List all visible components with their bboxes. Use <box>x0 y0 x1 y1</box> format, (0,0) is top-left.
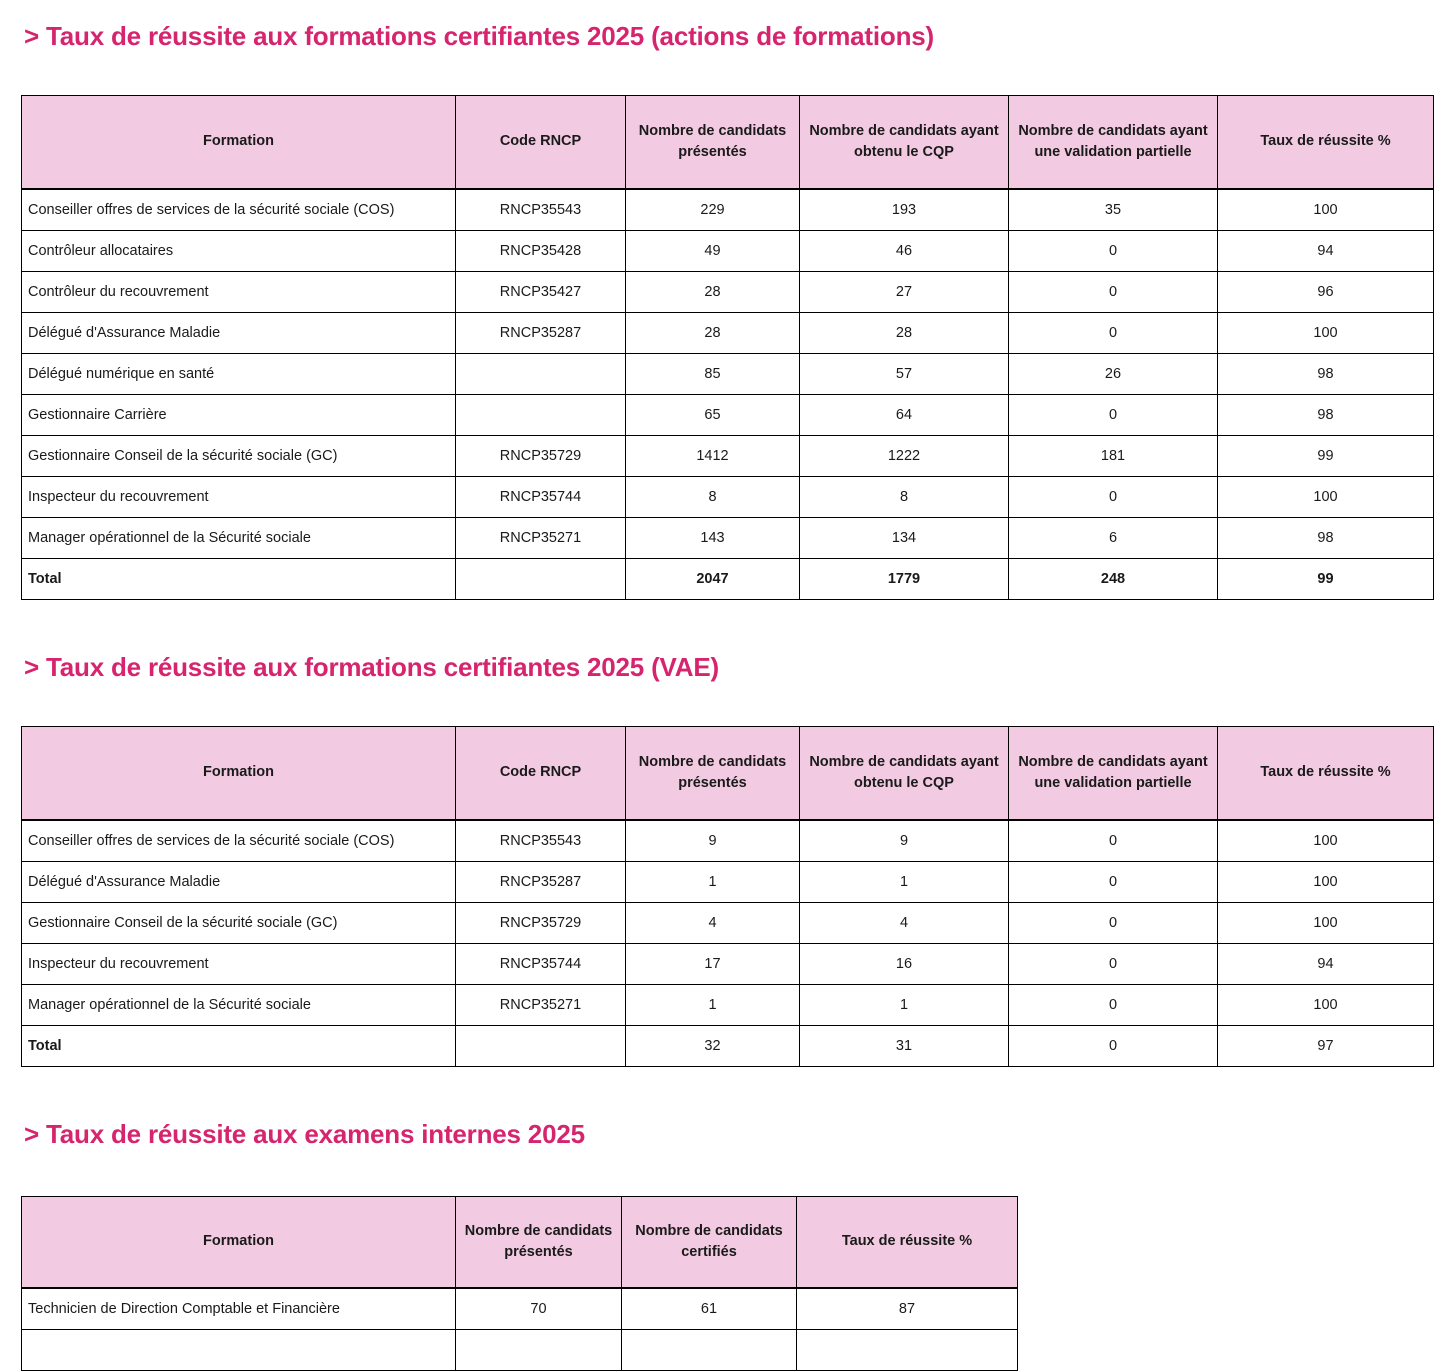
col-header-code-rncp: Code RNCP <box>456 96 626 190</box>
cell-presentes: 229 <box>626 189 800 231</box>
cell-taux: 99 <box>1218 436 1434 477</box>
cell-formation: Délégué numérique en santé <box>22 354 456 395</box>
table-actions-de-formations <box>21 95 1434 600</box>
cell-certifies: 61 <box>622 1288 797 1330</box>
cell-total-partielle: 248 <box>1009 559 1218 600</box>
cell-taux: 96 <box>1218 272 1434 313</box>
cell-presentes: 143 <box>626 518 800 559</box>
cell-total-code-rncp <box>456 559 626 600</box>
table-total-row <box>22 1026 1434 1067</box>
cell-taux: 100 <box>1218 820 1434 862</box>
cell-code-rncp: RNCP35287 <box>456 862 626 903</box>
cell-taux: 100 <box>1218 985 1434 1026</box>
table-total-row <box>22 559 1434 600</box>
cell-partielle: 0 <box>1009 903 1218 944</box>
cell-formation: Technicien de Direction Comptable et Financière <box>22 1288 456 1330</box>
col-header-taux-reussite: Taux de réussite % <box>797 1197 1018 1289</box>
cell-formation: Conseiller offres de services de la sécurité sociale (COS) <box>22 820 456 862</box>
cell-cqp: 1 <box>800 985 1009 1026</box>
cell-code-rncp: RNCP35271 <box>456 985 626 1026</box>
cell-presentes <box>456 1330 622 1371</box>
cell-taux: 98 <box>1218 395 1434 436</box>
cell-taux: 94 <box>1218 231 1434 272</box>
cell-presentes: 17 <box>626 944 800 985</box>
cell-code-rncp: RNCP35271 <box>456 518 626 559</box>
table-row <box>22 313 1434 354</box>
table-body <box>22 1288 1018 1371</box>
cell-partielle: 0 <box>1009 477 1218 518</box>
cell-formation: Gestionnaire Conseil de la sécurité sociale (GC) <box>22 436 456 477</box>
section-title-vae: > Taux de réussite aux formations certifiantes 2025 (VAE) <box>24 652 719 682</box>
col-header-candidats-certifies: Nombre de candidats certifiés <box>622 1197 797 1289</box>
cell-taux: 98 <box>1218 518 1434 559</box>
cell-total-presentes: 2047 <box>626 559 800 600</box>
cell-cqp: 4 <box>800 903 1009 944</box>
cell-presentes: 4 <box>626 903 800 944</box>
cell-total-partielle: 0 <box>1009 1026 1218 1067</box>
cell-taux: 100 <box>1218 862 1434 903</box>
cell-partielle: 181 <box>1009 436 1218 477</box>
cell-cqp: 9 <box>800 820 1009 862</box>
section-title-examens-internes: > Taux de réussite aux examens internes 2025 <box>24 1119 585 1149</box>
cell-formation: Manager opérationnel de la Sécurité sociale <box>22 518 456 559</box>
cell-cqp: 64 <box>800 395 1009 436</box>
cell-partielle: 0 <box>1009 985 1218 1026</box>
cell-total-taux: 99 <box>1218 559 1434 600</box>
cell-formation: Gestionnaire Conseil de la sécurité sociale (GC) <box>22 903 456 944</box>
table-examens-internes <box>21 1196 1018 1371</box>
cell-partielle: 6 <box>1009 518 1218 559</box>
table-body <box>22 820 1434 1067</box>
cell-presentes: 28 <box>626 272 800 313</box>
col-header-taux-reussite: Taux de réussite % <box>1218 96 1434 190</box>
cell-presentes: 1412 <box>626 436 800 477</box>
cell-formation: Délégué d'Assurance Maladie <box>22 313 456 354</box>
cell-cqp: 28 <box>800 313 1009 354</box>
cell-cqp: 8 <box>800 477 1009 518</box>
cell-total-taux: 97 <box>1218 1026 1434 1067</box>
table-row <box>22 944 1434 985</box>
table-row <box>22 1288 1018 1330</box>
col-header-formation: Formation <box>22 727 456 821</box>
table-row <box>22 903 1434 944</box>
cell-formation: Contrôleur du recouvrement <box>22 272 456 313</box>
table-row <box>22 436 1434 477</box>
cell-presentes: 8 <box>626 477 800 518</box>
cell-formation <box>22 1330 456 1371</box>
cell-code-rncp: RNCP35744 <box>456 944 626 985</box>
table-wrapper-vae <box>21 726 1434 1067</box>
cell-taux: 100 <box>1218 313 1434 354</box>
cell-taux: 100 <box>1218 477 1434 518</box>
cell-certifies <box>622 1330 797 1371</box>
table-row <box>22 477 1434 518</box>
cell-presentes: 70 <box>456 1288 622 1330</box>
table-row <box>22 820 1434 862</box>
cell-total-label: Total <box>22 1026 456 1067</box>
table-row <box>22 518 1434 559</box>
cell-code-rncp: RNCP35729 <box>456 903 626 944</box>
table-row <box>22 354 1434 395</box>
cell-partielle: 35 <box>1009 189 1218 231</box>
cell-total-cqp: 31 <box>800 1026 1009 1067</box>
table-row <box>22 272 1434 313</box>
table-body <box>22 189 1434 600</box>
table-row <box>22 395 1434 436</box>
table-row <box>22 231 1434 272</box>
col-header-formation: Formation <box>22 1197 456 1289</box>
table-wrapper-actions-de-formations <box>21 95 1434 600</box>
cell-code-rncp: RNCP35427 <box>456 272 626 313</box>
cell-code-rncp: RNCP35543 <box>456 820 626 862</box>
cell-code-rncp: RNCP35543 <box>456 189 626 231</box>
cell-formation: Inspecteur du recouvrement <box>22 477 456 518</box>
col-header-code-rncp: Code RNCP <box>456 727 626 821</box>
cell-total-code-rncp <box>456 1026 626 1067</box>
cell-partielle: 0 <box>1009 395 1218 436</box>
cell-total-label: Total <box>22 559 456 600</box>
table-wrapper-examens-internes <box>21 1196 1018 1371</box>
cell-code-rncp: RNCP35744 <box>456 477 626 518</box>
col-header-validation-partielle: Nombre de candidats ayant une validation partielle <box>1009 96 1218 190</box>
cell-cqp: 134 <box>800 518 1009 559</box>
cell-cqp: 27 <box>800 272 1009 313</box>
cell-code-rncp: RNCP35729 <box>456 436 626 477</box>
col-header-taux-reussite: Taux de réussite % <box>1218 727 1434 821</box>
cell-taux <box>797 1330 1018 1371</box>
table-row-partial <box>22 1330 1018 1371</box>
col-header-candidats-presentes: Nombre de candidats présentés <box>626 727 800 821</box>
table-row <box>22 985 1434 1026</box>
cell-code-rncp: RNCP35428 <box>456 231 626 272</box>
cell-taux: 87 <box>797 1288 1018 1330</box>
col-header-formation: Formation <box>22 96 456 190</box>
cell-presentes: 49 <box>626 231 800 272</box>
cell-partielle: 0 <box>1009 231 1218 272</box>
cell-cqp: 1 <box>800 862 1009 903</box>
table-header-row <box>22 1197 1018 1289</box>
section-title-actions-de-formations: > Taux de réussite aux formations certifiantes 2025 (actions de formations) <box>24 21 934 51</box>
cell-cqp: 1222 <box>800 436 1009 477</box>
table-vae <box>21 726 1434 1067</box>
cell-presentes: 9 <box>626 820 800 862</box>
cell-partielle: 0 <box>1009 944 1218 985</box>
col-header-candidats-cqp: Nombre de candidats ayant obtenu le CQP <box>800 96 1009 190</box>
cell-cqp: 57 <box>800 354 1009 395</box>
col-header-candidats-presentes: Nombre de candidats présentés <box>626 96 800 190</box>
cell-taux: 100 <box>1218 189 1434 231</box>
table-header-row <box>22 727 1434 821</box>
col-header-candidats-cqp: Nombre de candidats ayant obtenu le CQP <box>800 727 1009 821</box>
cell-presentes: 85 <box>626 354 800 395</box>
cell-formation: Inspecteur du recouvrement <box>22 944 456 985</box>
cell-cqp: 16 <box>800 944 1009 985</box>
cell-presentes: 1 <box>626 862 800 903</box>
cell-code-rncp <box>456 354 626 395</box>
table-header-row <box>22 96 1434 190</box>
cell-taux: 98 <box>1218 354 1434 395</box>
cell-partielle: 0 <box>1009 862 1218 903</box>
cell-partielle: 26 <box>1009 354 1218 395</box>
cell-presentes: 65 <box>626 395 800 436</box>
cell-partielle: 0 <box>1009 272 1218 313</box>
cell-partielle: 0 <box>1009 313 1218 354</box>
cell-partielle: 0 <box>1009 820 1218 862</box>
table-header <box>22 96 1434 190</box>
cell-formation: Conseiller offres de services de la sécurité sociale (COS) <box>22 189 456 231</box>
table-row <box>22 189 1434 231</box>
cell-taux: 100 <box>1218 903 1434 944</box>
cell-cqp: 193 <box>800 189 1009 231</box>
cell-cqp: 46 <box>800 231 1009 272</box>
cell-total-presentes: 32 <box>626 1026 800 1067</box>
cell-formation: Manager opérationnel de la Sécurité sociale <box>22 985 456 1026</box>
col-header-validation-partielle: Nombre de candidats ayant une validation partielle <box>1009 727 1218 821</box>
cell-taux: 94 <box>1218 944 1434 985</box>
cell-total-cqp: 1779 <box>800 559 1009 600</box>
cell-code-rncp <box>456 395 626 436</box>
cell-formation: Délégué d'Assurance Maladie <box>22 862 456 903</box>
cell-code-rncp: RNCP35287 <box>456 313 626 354</box>
cell-formation: Gestionnaire Carrière <box>22 395 456 436</box>
table-header <box>22 727 1434 821</box>
cell-formation: Contrôleur allocataires <box>22 231 456 272</box>
cell-presentes: 1 <box>626 985 800 1026</box>
cell-presentes: 28 <box>626 313 800 354</box>
col-header-candidats-presentes: Nombre de candidats présentés <box>456 1197 622 1289</box>
table-header <box>22 1197 1018 1289</box>
table-row <box>22 862 1434 903</box>
